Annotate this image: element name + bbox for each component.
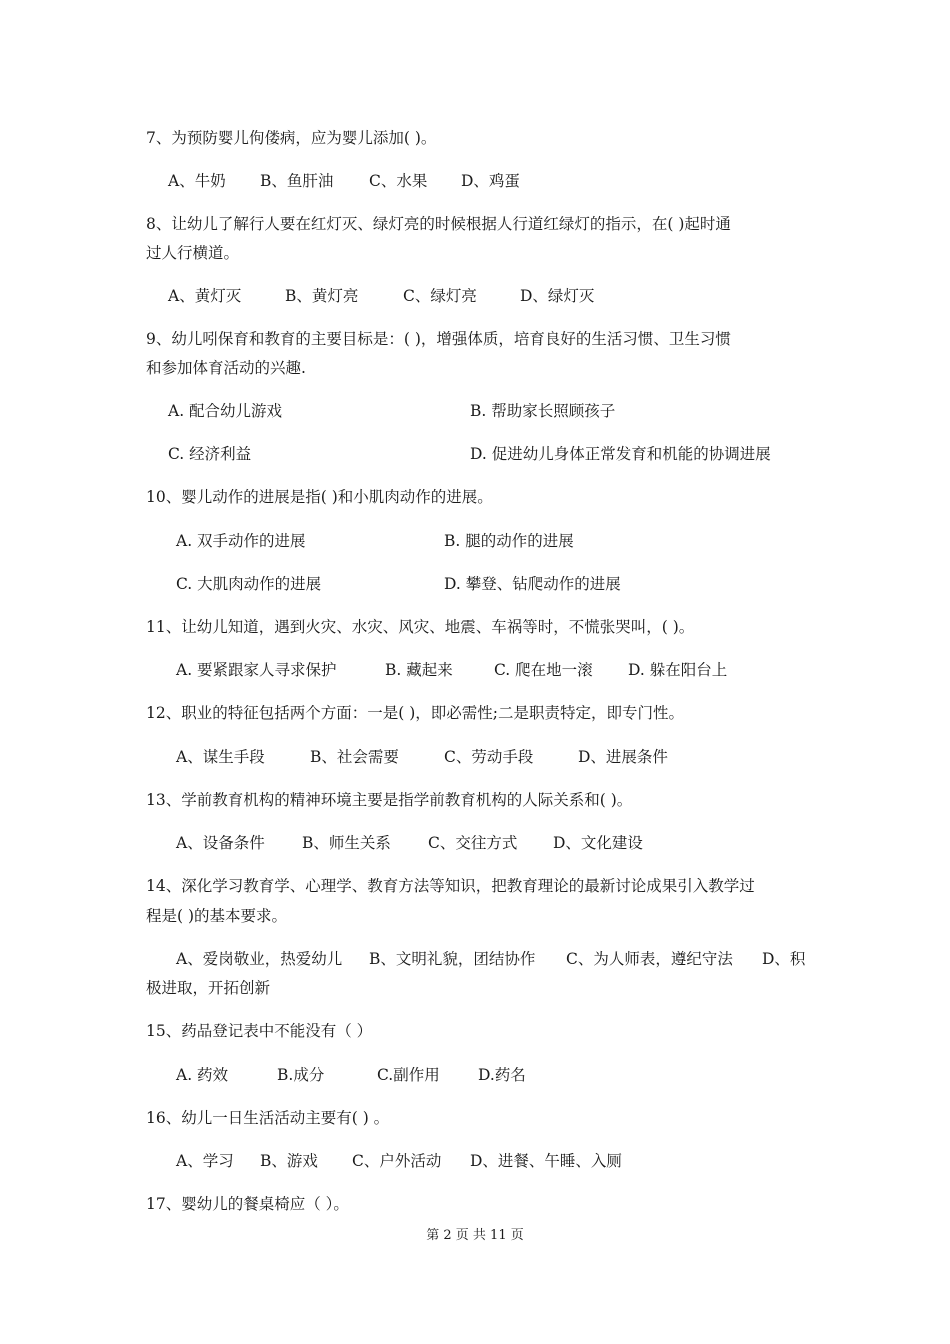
option-d: D. 攀登、钻爬动作的进展 [444, 575, 621, 593]
option-a: A. 配合幼儿游戏 [168, 402, 283, 420]
option-a: A. 要紧跟家人寻求保护 [176, 661, 337, 679]
option-b: B、鱼肝油 [260, 172, 334, 190]
question-10-stem: 10、婴儿动作的进展是指( )和小肌肉动作的进展。 [146, 488, 493, 506]
option-c: C. 大肌肉动作的进展 [176, 575, 322, 593]
option-c: C. 爬在地一滚 [494, 661, 593, 679]
option-d: D、绿灯灭 [520, 287, 595, 305]
question-7-stem: 7、为预防婴儿佝偻病，应为婴儿添加( )。 [146, 129, 437, 147]
option-a: A、黄灯灭 [168, 287, 242, 305]
option-b: B、社会需要 [310, 748, 399, 766]
option-d: D、文化建设 [553, 834, 643, 852]
option-c: C、为人师表，遵纪守法 [566, 950, 733, 968]
option-b: B、师生关系 [302, 834, 391, 852]
option-b: B. 藏起来 [385, 661, 453, 679]
option-a: A. 药效 [176, 1066, 229, 1084]
question-15-stem: 15、药品登记表中不能没有（ ） [146, 1022, 373, 1040]
question-17-stem: 17、婴幼儿的餐桌椅应（ ）。 [146, 1195, 349, 1213]
option-c: C. 经济利益 [168, 445, 252, 463]
question-14-stem-line-1: 14、深化学习教育学、心理学、教育方法等知识，把教育理论的最新讨论成果引入教学过 [146, 877, 755, 895]
option-a: A、谋生手段 [176, 748, 265, 766]
question-14-option-continuation: 极进取，开拓创新 [146, 979, 271, 997]
option-b: B、游戏 [260, 1152, 318, 1170]
option-b: B. 腿的动作的进展 [444, 532, 574, 550]
option-a: A、爱岗敬业，热爱幼儿 [176, 950, 343, 968]
option-c: C.副作用 [377, 1066, 440, 1084]
option-d: D、积 [762, 950, 806, 968]
option-d: D、进餐、午睡、入厕 [470, 1152, 622, 1170]
option-c: C、绿灯亮 [403, 287, 477, 305]
option-c: C、交往方式 [428, 834, 518, 852]
option-d: D. 促进幼儿身体正常发育和机能的协调进展 [470, 445, 771, 463]
option-c: C、水果 [369, 172, 428, 190]
option-d: D、进展条件 [578, 748, 668, 766]
option-a: A. 双手动作的进展 [176, 532, 306, 550]
question-9-stem-line-1: 9、幼儿吲保育和教育的主要目标是：( )，增强体质，培育良好的生活习惯、卫生习惯 [146, 330, 731, 348]
question-11-stem: 11、让幼儿知道，遇到火灾、水灾、风灾、地震、车祸等时，不慌张哭叫，( )。 [146, 618, 695, 636]
question-8-stem-line-1: 8、让幼儿了解行人要在红灯灭、绿灯亮的时候根据人行道红绿灯的指示，在( )起时通 [146, 215, 731, 233]
option-a: A、牛奶 [168, 172, 226, 190]
option-a: A、设备条件 [176, 834, 265, 852]
question-12-stem: 12、职业的特征包括两个方面：一是( )，即必需性;二是职责特定，即专门性。 [146, 704, 684, 722]
option-d: D.药名 [478, 1066, 526, 1084]
option-b: B. 帮助家长照顾孩子 [470, 402, 616, 420]
option-c: C、户外活动 [352, 1152, 442, 1170]
option-b: B.成分 [277, 1066, 325, 1084]
option-d: D、鸡蛋 [461, 172, 520, 190]
option-b: B、黄灯亮 [285, 287, 359, 305]
option-c: C、劳动手段 [444, 748, 534, 766]
question-9-stem-line-2: 和参加体育活动的兴趣. [146, 359, 306, 377]
option-a: A、学习 [176, 1152, 234, 1170]
option-b: B、文明礼貌，团结协作 [369, 950, 536, 968]
question-14-stem-line-2: 程是( )的基本要求。 [146, 907, 288, 925]
question-16-stem: 16、幼儿一日生活活动主要有( ) 。 [146, 1109, 390, 1127]
option-d: D. 躲在阳台上 [628, 661, 728, 679]
question-8-stem-line-2: 过人行横道。 [146, 244, 240, 262]
page-footer: 第 2 页 共 11 页 [426, 1228, 524, 1243]
question-13-stem: 13、学前教育机构的精神环境主要是指学前教育机构的人际关系和( )。 [146, 791, 633, 809]
